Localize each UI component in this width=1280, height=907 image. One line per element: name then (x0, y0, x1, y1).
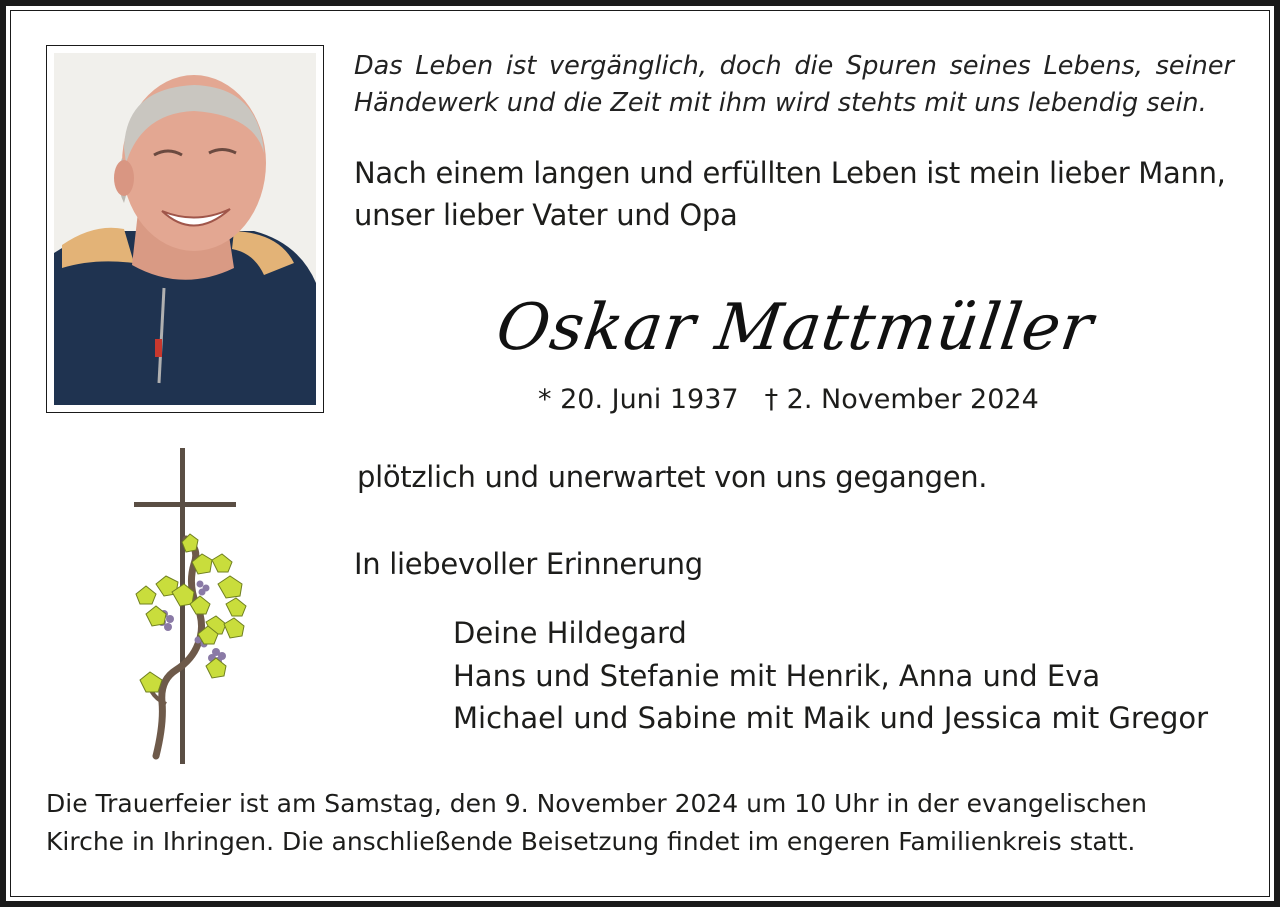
family-member-line: Hans und Stefanie mit Henrik, Anna und Eva (453, 658, 1101, 693)
life-dates (538, 380, 1098, 420)
family-member-line: Deine Hildegard (453, 616, 687, 650)
family-list (453, 612, 1253, 740)
ceremony-info (46, 785, 1238, 861)
memory-heading: In liebevoller Erinnerung (354, 547, 703, 581)
quote-line-2: Händewerk und die Zeit mit ihm wird stehts mit uns lebendig sein. (354, 88, 1207, 118)
quote-text (354, 48, 1234, 122)
intro-line-2: unser lieber Vater und Opa (354, 198, 738, 232)
portrait-frame (46, 45, 324, 413)
intro-line-1: Nach einem langen und erfüllten Leben ist mein lieber Mann, (354, 156, 1226, 190)
passing-text: plötzlich und unerwartet von uns gegangen. (357, 460, 988, 494)
cross-vine-icon (126, 444, 256, 766)
ceremony-line-2: Kirche in Ihringen. Die anschließende Beisetzung findet im engeren Familienkreis statt. (46, 827, 1136, 856)
portrait-photo (54, 53, 316, 405)
death-date: † 2. November 2024 (764, 384, 1039, 415)
ceremony-line-1: Die Trauerfeier ist am Samstag, den 9. November 2024 um 10 Uhr in der evangelischen (46, 789, 1147, 818)
quote-line-1: Das Leben ist vergänglich, doch die Spuren seines Lebens, seiner (354, 51, 1234, 81)
birth-date: * 20. Juni 1937 (538, 384, 739, 415)
deceased-name: Oskar Mattmüller (491, 291, 1099, 365)
intro-text (354, 152, 1234, 236)
family-member-line: Michael und Sabine mit Maik und Jessica mit Gregor (453, 701, 1209, 735)
